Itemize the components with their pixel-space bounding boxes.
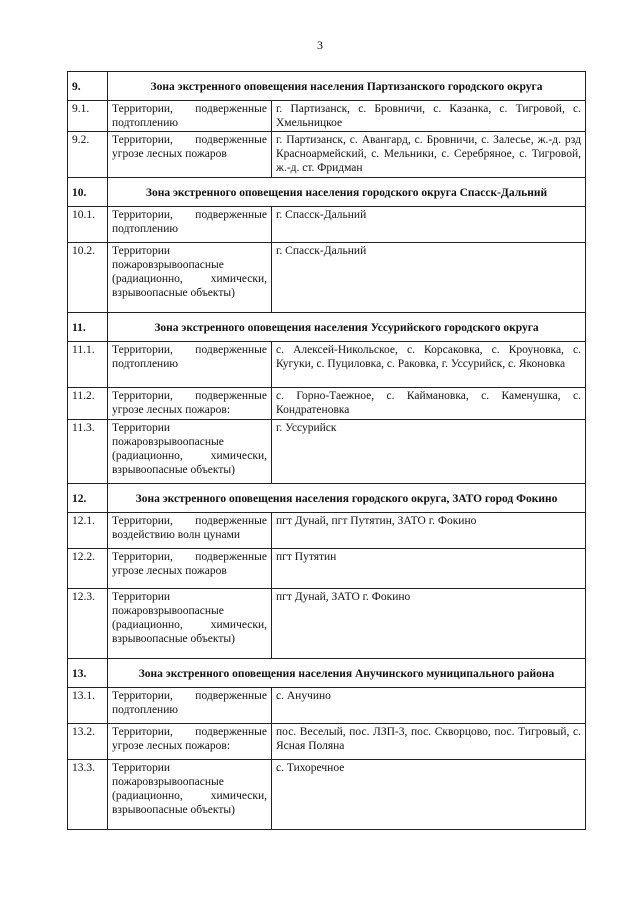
settlements-cell: г. Спасск-Дальний — [272, 207, 586, 243]
table-row — [68, 688, 586, 724]
zone-number: 11. — [68, 313, 108, 342]
table-row — [68, 513, 586, 549]
row-number: 9.1. — [68, 101, 108, 132]
row-number: 12.3. — [68, 589, 108, 659]
row-number: 13.1. — [68, 688, 108, 724]
table-row — [68, 207, 586, 243]
settlements-cell: г. Спасск-Дальний — [272, 243, 586, 313]
zone-number: 10. — [68, 178, 108, 207]
zone-header — [68, 178, 586, 207]
zone-number: 9. — [68, 72, 108, 101]
zone-title: Зона экстренного оповещения населения Партизанского городского округа — [108, 72, 586, 101]
zone-title: Зона экстренного оповещения населения Анучинского муниципального района — [108, 659, 586, 688]
territory-cell: Территории, подверженные воздействию волн цунами — [108, 513, 272, 549]
settlements-cell: пос. Веселый, пос. ЛЗП-3, пос. Скворцово, пос. Тигровый, с. Ясная Поляна — [272, 724, 586, 760]
row-number: 13.2. — [68, 724, 108, 760]
row-number: 11.2. — [68, 388, 108, 420]
settlements-cell: г. Партизанск, с. Бровничи, с. Казанка, с. Тигровой, с. Хмельницкое — [272, 101, 586, 132]
settlements-cell: пгт Путятин — [272, 549, 586, 589]
settlements-cell: с. Горно-Таежное, с. Каймановка, с. Каменушка, с. Кондратеновка — [272, 388, 586, 420]
table-row — [68, 101, 586, 132]
zone-header — [68, 72, 586, 101]
zone-title: Зона экстренного оповещения населения городского округа, ЗАТО город Фокино — [108, 484, 586, 513]
zones-table — [67, 71, 586, 830]
settlements-cell: пгт Дунай, ЗАТО г. Фокино — [272, 589, 586, 659]
settlements-cell: г. Партизанск, с. Авангард, с. Бровничи, с. Залесье, ж.-д. рзд Красноармейский, с. Мельники, с. Серебряное, с. Тигровой, ж.-д. ст. Фридман — [272, 132, 586, 178]
territory-cell: Территории пожаровзрывоопасные (радиационно, химически, взрывоопасные объекты) — [108, 420, 272, 484]
territory-cell: Территории, подверженные подтоплению — [108, 688, 272, 724]
territory-cell: Территории, подверженные угрозе лесных пожаров: — [108, 724, 272, 760]
zone-number: 13. — [68, 659, 108, 688]
territory-cell: Территории пожаровзрывоопасные (радиационно, химически, взрывоопасные объекты) — [108, 243, 272, 313]
page-number: 3 — [317, 38, 323, 52]
zone-header — [68, 659, 586, 688]
territory-cell: Территории, подверженные угрозе лесных пожаров — [108, 549, 272, 589]
territory-cell: Территории, подверженные угрозе лесных пожаров: — [108, 388, 272, 420]
table-row — [68, 589, 586, 659]
table-row — [68, 760, 586, 830]
settlements-cell: г. Уссурийск — [272, 420, 586, 484]
row-number: 9.2. — [68, 132, 108, 178]
row-number: 11.1. — [68, 342, 108, 388]
row-number: 10.1. — [68, 207, 108, 243]
territory-cell: Территории пожаровзрывоопасные (радиационно, химически, взрывоопасные объекты) — [108, 760, 272, 830]
row-number: 11.3. — [68, 420, 108, 484]
zone-header — [68, 484, 586, 513]
table-row — [68, 132, 586, 178]
territory-cell: Территории, подверженные подтоплению — [108, 207, 272, 243]
table-row — [68, 342, 586, 388]
settlements-cell: пгт Дунай, пгт Путятин, ЗАТО г. Фокино — [272, 513, 586, 549]
settlements-cell: с. Алексей-Никольское, с. Корсаковка, с. Кроуновка, с. Кугуки, с. Пуциловка, с. Раковка, г. Уссурийск, с. Яконовка — [272, 342, 586, 388]
row-number: 13.3. — [68, 760, 108, 830]
zone-number: 12. — [68, 484, 108, 513]
settlements-cell: с. Анучино — [272, 688, 586, 724]
settlements-cell: с. Тихоречное — [272, 760, 586, 830]
table-row — [68, 549, 586, 589]
table-row — [68, 243, 586, 313]
territory-cell: Территории, подверженные угрозе лесных пожаров — [108, 132, 272, 178]
table-row — [68, 420, 586, 484]
territory-cell: Территории пожаровзрывоопасные (радиационно, химически, взрывоопасные объекты) — [108, 589, 272, 659]
territory-cell: Территории, подверженные подтоплению — [108, 101, 272, 132]
row-number: 10.2. — [68, 243, 108, 313]
row-number: 12.1. — [68, 513, 108, 549]
zone-header — [68, 313, 586, 342]
row-number: 12.2. — [68, 549, 108, 589]
table-row — [68, 388, 586, 420]
table-row — [68, 724, 586, 760]
territory-cell: Территории, подверженные подтоплению — [108, 342, 272, 388]
zone-title: Зона экстренного оповещения населения городского округа Спасск-Дальний — [108, 178, 586, 207]
zone-title: Зона экстренного оповещения населения Уссурийского городского округа — [108, 313, 586, 342]
